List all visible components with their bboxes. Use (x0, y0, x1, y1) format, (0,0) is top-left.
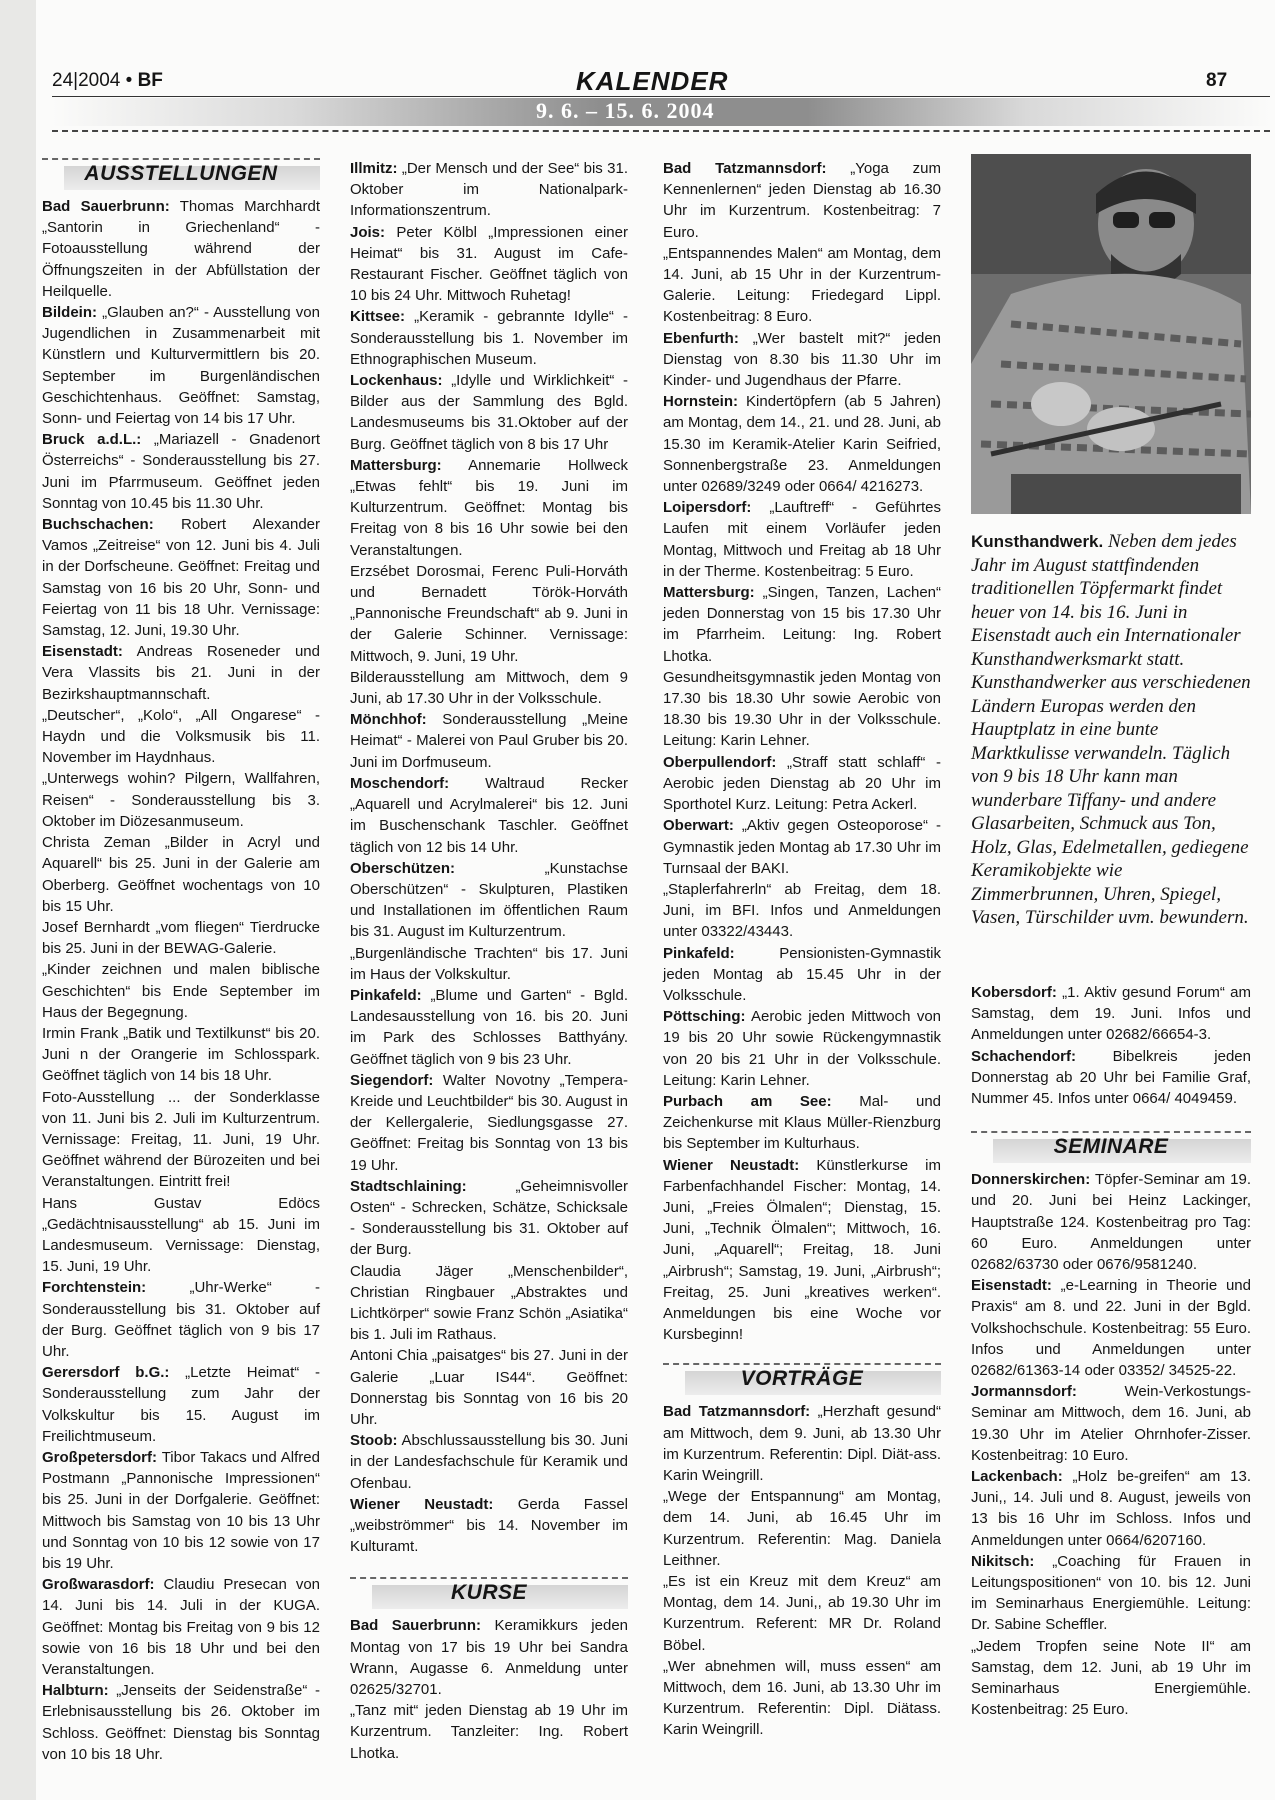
calendar-entry (663, 1091, 941, 1155)
calendar-entry (42, 832, 320, 917)
entry-place: Loipersdorf: (663, 499, 752, 517)
entry-text: „Jenseits der Seidenstraße“ - Erlebnisausstellung bis 26. Oktober im Schloss. Geöffnet: Dienstag bis Sonntag von 10 bis 18 Uhr. (42, 1682, 320, 1763)
entry-text: „Tanz mit“ jeden Dienstag ab 19 Uhr im Kurzentrum. Tanzleiter: Ing. Robert Lhotka. (350, 1702, 628, 1762)
column-three (663, 158, 941, 1741)
entry-list (42, 196, 320, 1765)
entry-text: „Unterwegs wohin? Pilgern, Wallfahren, Reisen“ - Sonderausstellung bis 3. Oktober im Diözesanmuseum. (42, 770, 320, 830)
calendar-entry (663, 391, 941, 497)
page-number: 87 (1206, 70, 1228, 91)
entry-place: Moschendorf: (350, 774, 450, 792)
entry-text: „Wege der Entspannung“ am Montag, dem 14. Juni, ab 16.45 Uhr im Kurzentrum. Referentin: Mag. Daniela Leithner. (663, 1488, 941, 1569)
newspaper-page (36, 0, 1275, 1800)
entry-text: Walter Novotny „Tempera-Kreide und Leuchtbilder“ bis 30. August in der Kellergalerie, Siedlungsgasse 27. Geöffnet: Freitag bis Sonntag von 13 bis 19 Uhr. (350, 1071, 628, 1174)
calendar-entry (350, 667, 628, 709)
entry-text: „Singen, Tanzen, Lachen“ jeden Donnerstag von 15 bis 17.30 Uhr im Pfarrheim. Leitung: Ing. Robert Lhotka. (663, 584, 941, 665)
entry-place: Bad Tatzmannsdorf: (663, 160, 827, 177)
entry-place: Pinkafeld: (350, 986, 422, 1004)
calendar-entry (971, 1551, 1251, 1636)
calendar-entry (42, 1023, 320, 1087)
calendar-entry (42, 768, 320, 832)
photo-caption (971, 530, 1251, 930)
entry-text: Hans Gustav Edöcs „Gedächtnisausstellung“ ab 15. Juni im Landesmuseum. Vernissage: Dienstag, 15. Juni, 19 Uhr. (42, 1194, 320, 1276)
calendar-entry (663, 667, 941, 752)
entry-place: Eisenstadt: (42, 643, 123, 661)
calendar-entry (42, 429, 320, 514)
entry-place: Jormannsdorf: (971, 1383, 1077, 1401)
section-title: KURSE (450, 1581, 527, 1605)
calendar-entry (663, 328, 941, 392)
entry-text: „Glauben an?“ - Ausstellung von Jugendlichen in Zusammenarbeit mit Künstlern und Kulturvermittlern bis 20. September im Burgenländischen Geschichtenhaus. Geöffnet: Samstag, Sonn- und Feiertag von 14 bis 17 Uhr. (42, 304, 320, 428)
calendar-entry (350, 306, 628, 370)
entry-text: Mal- und Zeichenkurse mit Klaus Müller-Rienzburg bis September im Kulturhaus. (663, 1092, 941, 1153)
entry-place: Pinkafeld: (663, 944, 735, 962)
calendar-entry (663, 158, 941, 243)
entry-text: Josef Bernhardt „vom fliegen“ Tierdrucke bis 25. Juni in der BEWAG-Galerie. (42, 918, 320, 958)
entry-place: Bad Tatzmannsdorf: (663, 1403, 811, 1421)
craftsman-photo (971, 154, 1251, 514)
entry-text: Gesundheitsgymnastik jeden Montag von 17.30 bis 18.30 Uhr sowie Aerobic von 18.30 bis 19.30 Uhr in der Volksschule. Leitung: Karin Lehner. (663, 668, 941, 750)
entry-place: Gerersdorf b.G.: (42, 1364, 170, 1382)
entry-place: Lackenbach: (971, 1468, 1063, 1486)
entry-place: Hornstein: (663, 393, 738, 411)
entry-text: Gerda Fassel „weibströmmer“ bis 14. November im Kulturamt. (350, 1495, 628, 1556)
calendar-entry (42, 705, 320, 769)
entry-text: „Letzte Heimat“ - Sonderausstellung zum Jahr der Volkskultur bis 15. August im Freilichtmuseum. (42, 1364, 320, 1445)
entry-text: „Entspannendes Malen“ am Montag, dem 14. Juni, ab 15 Uhr in der Kurzentrum-Galerie. Leitung: Friedegard Lippl. Kostenbeitrag: 8 Euro. (663, 244, 941, 326)
calendar-entry (971, 1381, 1251, 1466)
calendar-entry (42, 1087, 320, 1193)
calendar-entry (350, 158, 628, 222)
calendar-entry (663, 815, 941, 879)
entry-place: Schachendorf: (971, 1047, 1077, 1065)
calendar-entry (663, 1656, 941, 1741)
entry-text: „Geheimnisvoller Osten“ - Schrecken, Schätze, Schicksale - Sonderausstellung bis 31. Oktober auf der Burg. (350, 1177, 628, 1259)
calendar-entry (42, 514, 320, 641)
calendar-entry (350, 1261, 628, 1346)
header-rule (52, 96, 1270, 97)
calendar-entry (42, 196, 320, 302)
calendar-entry (350, 455, 628, 561)
calendar-entry (42, 1680, 320, 1765)
entry-place: Oberschützen: (350, 859, 456, 877)
entry-text: „Es ist ein Kreuz mit dem Kreuz“ am Montag, dem 14. Juni,, ab 19.30 Uhr im Kurzentrum. Referent: MR Dr. Roland Böbel. (663, 1573, 941, 1654)
entry-text: Kindertöpfern (ab 5 Jahren) am Montag, dem 14., 21. und 28. Juni, ab 15.30 im Keramik-Atelier Karin Seifried, Sonnenbergstraße 23. Anmeldungen unter 02689/3249 oder 0664/ 4216273. (663, 393, 941, 496)
calendar-entry (350, 1615, 628, 1700)
caption-text: Neben dem jedes Jahr im August stattfindenden traditionellen Töpfermarkt findet heuer von 14. bis 16. Juni in Eisenstadt auch ein Internationaler Kunsthandwerksmarkt statt. Kunsthandwerker aus verschiedenen Ländern Europas werden den Hauptplatz in eine bunte Marktkulisse verwandeln. Täglich von 9 bis 18 Uhr kann man wunderbare Tiffany- und andere Glasarbeiten, Schmuck aus Ton, Holz, Glas, Edelmetallen, gediegene Keramikobjekte wie Zimmerbrunnen, Uhren, Spiegel, Vasen, Türschilder uvm. bewundern. (971, 531, 1251, 928)
calendar-entry (971, 982, 1251, 1046)
entry-place: Bildein: (42, 304, 97, 322)
entry-text: Keramikkurs jeden Montag von 17 bis 19 Uhr bei Sandra Wrann, Augasse 6. Anmeldung unter 02625/32701. (350, 1617, 629, 1699)
calendar-entry (663, 497, 941, 582)
entry-text: „Coaching für Frauen in Leitungspositionen“ von 10. bis 12. Juni im Seminarhaus Energiemühle. Leitung: Dr. Sabine Scheffler. (971, 1552, 1251, 1634)
calendar-entry (663, 1155, 941, 1346)
entry-place: Ebenfurth: (663, 329, 739, 347)
entry-text: „Blume und Garten“ - Bgld. Landesausstellung von 16. bis 20. Juni im Park des Schlosses Batthyány. Geöffnet täglich von 9 bis 23 Uhr. (350, 986, 628, 1068)
entry-text: „Idylle und Wirklichkeit“ - Bilder aus der Sammlung des Bgld. Landesmuseums bis 31.Oktober auf der Burg. Geöffnet täglich von 8 bis 17 Uhr (350, 372, 628, 453)
entry-text: Annemarie Hollweck „Etwas fehlt“ bis 19. Juni im Kulturzentrum. Geöffnet: Montag bis Freitag von 8 bis 16 Uhr sowie bei den Veranstaltungen. (350, 456, 628, 559)
entry-text: Andreas Roseneder und Vera Vlassits bis 21. Juni in der Bezirkshauptmannschaft. (42, 643, 320, 703)
entry-list (350, 1615, 628, 1763)
entry-text: Bilderausstellung am Mittwoch, dem 9 Juni, ab 17.30 Uhr in der Volksschule. (350, 668, 628, 708)
calendar-entry (42, 959, 320, 1023)
entry-text: Waltraud Recker „Aquarell und Acrylmalerei“ bis 12. Juni im Buschenschank Taschler. Geöffnet täglich von 12 bis 14 Uhr. (350, 774, 628, 856)
calendar-entry (663, 243, 941, 328)
calendar-entry (42, 1362, 320, 1447)
entry-place: Forchtenstein: (42, 1279, 147, 1297)
craftsman-photo-image (971, 154, 1251, 514)
entry-text: Abschlussausstellung bis 30. Juni in der Landesfachschule für Keramik und Ofenbau. (350, 1432, 628, 1492)
section-heading-seminare (971, 1131, 1251, 1165)
calendar-entry (663, 1571, 941, 1656)
calendar-entry (350, 985, 628, 1070)
entry-place: Oberpullendorf: (663, 753, 777, 771)
entry-text: Erzsébet Dorosmai, Ferenc Puli-Horváth und Bernadett Török-Horváth „Pannonische Freundschaft“ ab 9. Juni in der Galerie Schinner. Vernissage: Mittwoch, 9. Juni, 19 Uhr. (350, 562, 628, 665)
section-heading-vortraege (663, 1363, 941, 1397)
calendar-entry (42, 641, 320, 705)
entry-text: Aerobic jeden Mittwoch von 19 bis 20 Uhr sowie Rückengymnastik von 20 bis 21 Uhr in der Volksschule. Leitung: Karin Lehner. (663, 1008, 941, 1089)
calendar-entry (350, 1176, 628, 1261)
entry-place: Kobersdorf: (971, 984, 1057, 1001)
entry-text: „Uhr-Werke“ - Sonderausstellung bis 31. Oktober auf der Burg. Geöffnet täglich von 9 bis 17 Uhr. (42, 1279, 320, 1360)
section-heading-kurse (350, 1577, 628, 1611)
calendar-entry (350, 1345, 628, 1430)
entry-list (663, 158, 941, 1345)
calendar-entry (350, 1070, 628, 1176)
issue-label (52, 70, 163, 92)
entry-text: Wein-Verkostungs-Seminar am Mittwoch, dem 16. Juni, ab 19.30 Uhr im Atelier Ohrnhofer-Zisser. Kostenbeitrag: 10 Euro. (971, 1383, 1251, 1464)
brand-label: BF (137, 70, 163, 91)
calendar-entry (42, 1447, 320, 1574)
calendar-entry (42, 917, 320, 959)
calendar-entry (350, 858, 628, 943)
entry-place: Illmitz: (350, 160, 398, 177)
entry-text: „Staplerfahrerln“ ab Freitag, dem 18. Juni, im BFI. Infos und Anmeldungen unter 03322/43443. (663, 880, 941, 941)
entry-text: „Kunstachse Oberschützen“ - Skulpturen, Plastiken und Installationen im öffentlichen Raum bis 31. August im Kulturzentrum. (350, 859, 628, 941)
calendar-entry (971, 1046, 1251, 1110)
calendar-entry (663, 1486, 941, 1571)
page-title: KALENDER (576, 66, 729, 96)
entry-list (971, 1169, 1251, 1720)
calendar-entry (971, 1466, 1251, 1551)
entry-text: „Deutscher“, „Kolo“, „All Ongarese“ - Haydn und die Volksmusik bis 11. November im Haydnhaus. (42, 706, 320, 767)
entry-text: Bibelkreis jeden Donnerstag ab 20 Uhr bei Familie Graf, Nummer 45. Infos unter 0664/ 4049459. (971, 1047, 1251, 1108)
calendar-entry (350, 1494, 628, 1558)
calendar-entry (350, 773, 628, 858)
entry-list (663, 1401, 941, 1740)
entry-place: Lockenhaus: (350, 372, 443, 390)
entry-text: Foto-Ausstellung ... der Sonderklasse von 11. Juni bis 2. Juli im Kulturzentrum. Vernissage: Freitag, 11. Juni, 19 Uhr. Geöffnet während der Bürozeiten und bei Veranstaltungen. Eintritt frei! (42, 1088, 320, 1191)
calendar-entry (350, 943, 628, 985)
entry-text: Irmin Frank „Batik und Textilkunst“ bis 20. Juni n der Orangerie im Schlosspark. Geöffnet täglich von 14 bis 18 Uhr. (42, 1024, 320, 1085)
entry-text: „e-Learning in Theorie und Praxis“ am 8. und 22. Juni in der Bgld. Volkshochschule. Kostenbeitrag: 55 Euro. Infos und Anmeldungen unter 02682/61363-14 oder 03352/ 34525-22. (971, 1277, 1251, 1380)
entry-place: Oberwart: (663, 817, 734, 835)
entry-text: „Keramik - gebrannte Idylle“ - Sonderausstellung bis 1. November im Ethnographischen Museum. (350, 308, 628, 368)
calendar-entry (350, 1700, 628, 1764)
section-title: AUSSTELLUNGEN (84, 162, 278, 185)
entry-text: Tibor Takacs und Alfred Postmann „Pannonische Impressionen“ bis 25. Juni in der Dorfgalerie. Geöffnet: Mittwoch bis Samstag von 10 bis 13 Uhr und Sonntag von 10 bis 12 sowie von 17 bis 19 Uhr. (42, 1448, 320, 1572)
entry-text: „Aktiv gegen Osteoporose“ - Gymnastik jeden Montag ab 17.30 Uhr im Turnsaal der BAKI. (663, 817, 941, 877)
entry-text: „Herzhaft gesund“ am Mittwoch, dem 9. Juni, ab 13.30 Uhr im Kurzentrum. Referentin: Dipl. Diät-ass. Karin Weingrill. (663, 1403, 942, 1484)
entry-text: Christa Zeman „Bilder in Acryl und Aquarell“ bis 25. Juni in der Galerie am Oberberg. Geöffnet wochentags von 10 bis 15 Uhr. (42, 834, 320, 915)
entry-text: „Holz be-greifen“ am 13. Juni,, 14. Juli und 8. August, jeweils von 13 bis 16 Uhr im Schloss. Infos und Anmeldungen unter 0664/6207160. (971, 1468, 1251, 1549)
calendar-entry (663, 582, 941, 667)
entry-text: „Yoga zum Kennenlernen“ jeden Dienstag ab 16.30 Uhr im Kurzentrum. Kostenbeitrag: 7 Euro. (663, 160, 941, 241)
entry-place: Großwarasdorf: (42, 1576, 155, 1594)
entry-text: Künstlerkurse im Farbenfachhandel Fischer: Montag, 14. Juni, „Freies Ölmalen“; Dienstag, 15. Juni, „Technik Ölmalen“; Mittwoch, 16. Juni, „Aquarell“; Freitag, 18. Juni „Airbrush“; Samstag, 19. Juni, „Airbrush“; Freitag, 25. Juni „kreatives werken“. Anmeldungen bis eine Woche vor Kursbeginn! (663, 1156, 941, 1344)
calendar-entry (42, 1277, 320, 1362)
calendar-entry (42, 1193, 320, 1278)
entry-text: „Mariazell - Gnadenort Österreichs“ - Sonderausstellung bis 27. Juni im Pfarrmuseum. Geöffnet jeden Sonntag von 10.45 bis 11.30 Uhr. (42, 431, 320, 512)
entry-text: Peter Kölbl „Impressionen einer Heimat“ bis 31. August im Cafe-Restaurant Fischer. Geöffnet täglich von 10 bis 24 Uhr. Mittwoch Ruhetag! (350, 223, 628, 305)
entry-place: Purbach am See: (663, 1092, 832, 1110)
date-range: 9. 6. – 15. 6. 2004 (536, 98, 715, 123)
calendar-entry (971, 1636, 1251, 1721)
entry-place: Eisenstadt: (971, 1277, 1052, 1295)
column-ausstellungen (42, 158, 320, 1765)
calendar-entry (663, 879, 941, 943)
entry-place: Buchschachen: (42, 516, 154, 534)
entry-text: Töpfer-Seminar am 19. und 20. Juni bei Heinz Lackinger, Hauptstraße 124. Kostenbeitrag pro Tag: 60 Euro. Anmeldungen unter 02682/63730 oder 0676/9581240. (971, 1171, 1251, 1274)
entry-place: Pöttsching: (663, 1008, 746, 1026)
entry-place: Bruck a.d.L.: (42, 431, 142, 449)
entry-text: Antoni Chia „paisatges“ bis 27. Juni in der Galerie „Luar IS44“. Geöffnet: Donnerstag bis Sonntag von 16 bis 20 Uhr. (350, 1347, 628, 1428)
entry-place: Stoob: (350, 1432, 398, 1450)
entry-text: „Kinder zeichnen und malen biblische Geschichten“ bis Ende September im Haus der Begegnung. (42, 961, 320, 1021)
calendar-entry (350, 561, 628, 667)
entry-place: Siegendorf: (350, 1071, 434, 1089)
entry-place: Wiener Neustadt: (350, 1495, 494, 1513)
entry-place: Nikitsch: (971, 1552, 1035, 1570)
entry-text: „Lauftreff“ - Geführtes Laufen mit einem Vorläufer jeden Montag, Mittwoch und Freitag ab 18 Uhr in der Therme. Kostenbeitrag: 5 Euro. (663, 499, 941, 580)
entry-list (971, 982, 1251, 1109)
entry-text: „Jedem Tropfen seine Note II“ am Samstag, dem 12. Juni, ab 19 Uhr im Seminarhaus Energiemühle. Kostenbeitrag: 25 Euro. (971, 1637, 1251, 1719)
calendar-entry (350, 709, 628, 773)
entry-place: Mattersburg: (350, 456, 442, 474)
column-four (971, 982, 1251, 1721)
calendar-entry (663, 1401, 941, 1486)
entry-place: Donnerskirchen: (971, 1171, 1091, 1189)
entry-text: Sonderausstellung „Meine Heimat“ - Malerei von Paul Gruber bis 20. Juni im Dorfmuseum. (350, 711, 628, 771)
entry-place: Mönchhof: (350, 711, 427, 729)
entry-place: Stadtschlaining: (350, 1177, 467, 1195)
calendar-entry (350, 222, 628, 307)
calendar-entry (663, 1006, 941, 1091)
entry-text: „Wer bastelt mit?“ jeden Dienstag von 8.30 bis 11.30 Uhr im Kinder- und Jugendhaus der Pfarre. (663, 329, 942, 390)
entry-text: Robert Alexander Vamos „Zeitreise“ von 12. Juni bis 4. Juli in der Dorfscheune. Geöffnet: Freitag und Samstag von 16 bis 20 Uhr, Sonn- und Feiertag von 11 bis 18 Uhr. Vernissage: Samstag, 12. Juni, 19.30 Uhr. (42, 516, 320, 640)
entry-text: „Wer abnehmen will, muss essen“ am Mittwoch, dem 16. Juni, ab 13.30 Uhr im Kurzentrum. Referentin: Dipl. Diätass. Karin Weingrill. (663, 1657, 941, 1739)
entry-place: Bad Sauerbrunn: (350, 1617, 481, 1635)
entry-text: Pensionisten-Gymnastik jeden Montag ab 15.45 Uhr in der Volksschule. (663, 944, 941, 1004)
section-heading-ausstellungen (42, 158, 320, 192)
entry-text: „1. Aktiv gesund Forum“ am Samstag, dem 19. Juni. Infos und Anmeldungen unter 02682/66654-3. (971, 984, 1252, 1044)
entry-text: „Burgenländische Trachten“ bis 17. Juni im Haus der Volkskultur. (350, 944, 628, 983)
entry-text: Claudia Jäger „Menschenbilder“, Christian Ringbauer „Abstraktes und Lichtkörper“ sowie Franz Schön „Asiatika“ bis 1. Juli im Rathaus. (350, 1262, 628, 1344)
entry-place: Bad Sauerbrunn: (42, 198, 170, 215)
section-title: SEMINARE (1053, 1135, 1169, 1159)
calendar-entry (663, 752, 941, 816)
entry-place: Großpetersdorf: (42, 1448, 158, 1466)
entry-list (350, 158, 628, 1557)
column-two (350, 158, 628, 1764)
entry-place: Kittsee: (350, 308, 406, 326)
calendar-entry (42, 302, 320, 429)
calendar-entry (42, 1574, 320, 1680)
entry-place: Wiener Neustadt: (663, 1156, 800, 1174)
entry-text: „Der Mensch und der See“ bis 31. Oktober im Nationalpark-Informationszentrum. (350, 160, 628, 220)
entry-place: Halbturn: (42, 1682, 109, 1700)
header-divider (52, 130, 1270, 132)
entry-text: „Straff statt schlaff“ - Aerobic jeden Dienstag ab 20 Uhr im Sporthotel Kurz. Leitung: Petra Ackerl. (663, 753, 941, 814)
entry-text: Thomas Marchhardt „Santorin in Griechenland“ - Fotoausstellung während der Öffnungszeiten in der Abfüllstation der Heilquelle. (42, 198, 320, 300)
calendar-entry (350, 1430, 628, 1494)
calendar-entry (350, 370, 628, 455)
section-title: VORTRÄGE (740, 1367, 864, 1391)
calendar-entry (663, 943, 941, 1007)
calendar-entry (971, 1169, 1251, 1275)
issue-number: 24|2004 • (52, 70, 133, 91)
entry-text: Claudiu Presecan von 14. Juni bis 14. Juli in der KUGA. Geöffnet: Montag bis Freitag von 9 bis 12 sowie von 16 bis 18 Uhr und bei den Veranstaltungen. (42, 1576, 321, 1679)
entry-place: Mattersburg: (663, 584, 755, 602)
caption-lead: Kunsthandwerk. (971, 532, 1104, 551)
entry-place: Jois: (350, 223, 386, 241)
calendar-entry (971, 1275, 1251, 1381)
